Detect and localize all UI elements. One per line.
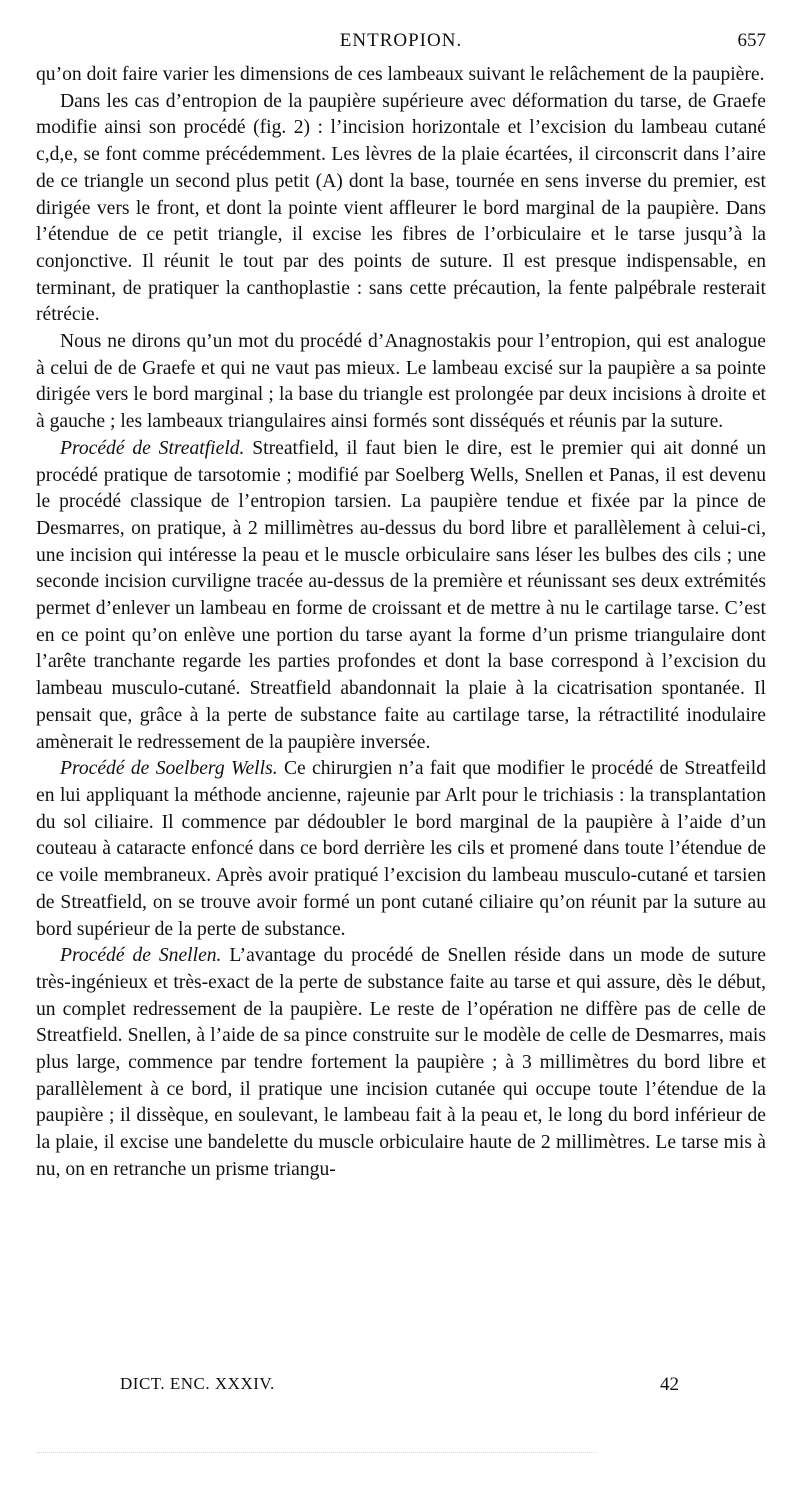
paragraph-streatfield-procedure xyxy=(36,436,766,756)
section-lead-streatfield: Procédé de Streatfield. xyxy=(60,437,245,459)
paragraph-soelberg-wells-procedure xyxy=(36,756,766,943)
paragraph-text: Streatfield, il faut bien le dire, est le premier qui ait donné un procédé pratique de tarsotomie ; modifié par Soelberg Wells, Snellen et Panas, il est devenu le procédé classique de l’entropion tarsien. La paupière tendue et fixée par la pince de Desmarres, on pratique, à 2 millimètres au-dessus du bord libre et parallèlement à celui-ci, une incision qui intéresse la peau et le muscle orbiculaire sans léser les bulbes des cils ; une seconde incision curviligne tracée au-dessus de la première et réunissant ses deux extrémités permet d’enlever un lambeau en forme de croissant et de mettre à nu le cartilage tarse. C’est en ce point qu’on enlève une portion du tarse ayant la forme d’un prisme triangulaire dont l’arête tranchante regarde les parties profondes et dont la base correspond à l’excision du lambeau musculo-cutané. Streatfield abandonnait la plaie à la cicatrisation spontanée. Il pensait que, grâce à la perte de substance faite au cartilage tarse, la rétractilité inodulaire amènerait le redressement de la paupière inversée. xyxy=(36,437,766,753)
body-text xyxy=(36,62,766,1184)
print-specks xyxy=(36,1452,596,1459)
running-title: ENTROPION. xyxy=(339,30,463,51)
paragraph-continuation xyxy=(36,62,766,89)
section-lead-soelberg-wells: Procédé de Soelberg Wells. xyxy=(60,758,278,780)
signature-mark: DICT. ENC. XXXIV. xyxy=(120,1374,275,1393)
page-number: 657 xyxy=(737,30,766,51)
paragraph-anagnostakis-procedure xyxy=(36,329,766,436)
page-header xyxy=(36,30,766,58)
paragraph-graefe-procedure xyxy=(36,89,766,329)
paragraph-text: Dans les cas d’entropion de la paupière supérieure avec déformation du tarse, de Graefe modifie ainsi son procédé (fig. 2) : l’incision horizontale et l’excision du lambeau cutané c,d,e, se font comme précédemment. Les lèvres de la plaie écartées, il circonscrit dans l’aire de ce triangle un second plus petit (A) dont la base, tournée en sens inverse du premier, est dirigée vers le front, et dont la pointe vient affleurer le bord marginal de la paupière. Dans l’étendue de ce petit triangle, il excise les fibres de l’orbiculaire et le tarse jusqu’à la conjonctive. Il réunit le tout par des points de suture. Il est presque indispensable, en terminant, de pratiquer la canthoplastie : sans cette précaution, la fente palpébrale resterait rétrécie. xyxy=(36,90,766,326)
paragraph-text: L’avantage du procédé de Snellen réside dans un mode de suture très-ingénieux et très-exact de la perte de substance faite au tarse et qui assure, dès le début, un complet redressement de la paupière. Le reste de l’opération ne diffère pas de celle de Streatfield. Snellen, à l’aide de sa pince construite sur le modèle de celle de Desmarres, mais plus large, commence par tendre fortement la paupière ; à 3 millimètres du bord libre et parallèlement à ce bord, il pratique une incision cutanée qui occupe toute l’étendue de la paupière ; il dissèque, en soulevant, le lambeau fait à la peau et, le long du bord inférieur de la plaie, il excise une bandelette du muscle orbiculaire haute de 2 millimètres. Le tarse mis à nu, on en retranche un prisme triangu- xyxy=(36,945,766,1180)
sheet-number: 42 xyxy=(660,1374,679,1395)
paragraph-text: qu’on doit faire varier les dimensions de ces lambeaux suivant le relâchement de la paupière. xyxy=(36,64,765,85)
paragraph-text: Ce chirurgien n’a fait que modifier le procédé de Streatfeild en lui appliquant la méthode ancienne, rajeunie par Arlt pour le trichiasis : la transplantation du sol ciliaire. Il commence par dédoubler le bord marginal de la paupière à l’aide d’un couteau à cataracte enfoncé dans ce bord derrière les cils et promené dans toute l’étendue de ce voile membraneux. Après avoir pratiqué l’excision du lambeau musculo-cutané et tarsien de Streatfield, on se trouve avoir formé un pont cutané ciliaire qu’on réunit par la suture au bord supérieur de la perte de substance. xyxy=(36,758,766,940)
section-lead-snellen: Procédé de Snellen. xyxy=(60,945,222,967)
paragraph-snellen-procedure xyxy=(36,943,766,1183)
paragraph-text: Nous ne dirons qu’un mot du procédé d’Anagnostakis pour l’entropion, qui est analogue à celui de de Graefe et qui ne vaut pas mieux. Le lambeau excisé sur la paupière a sa pointe dirigée vers le bord marginal ; la base du triangle est prolongée par deux incisions à droite et à gauche ; les lambeaux triangulaires ainsi formés sont disséqués et réunis par la suture. xyxy=(36,331,766,433)
page-footer xyxy=(36,1374,766,1404)
